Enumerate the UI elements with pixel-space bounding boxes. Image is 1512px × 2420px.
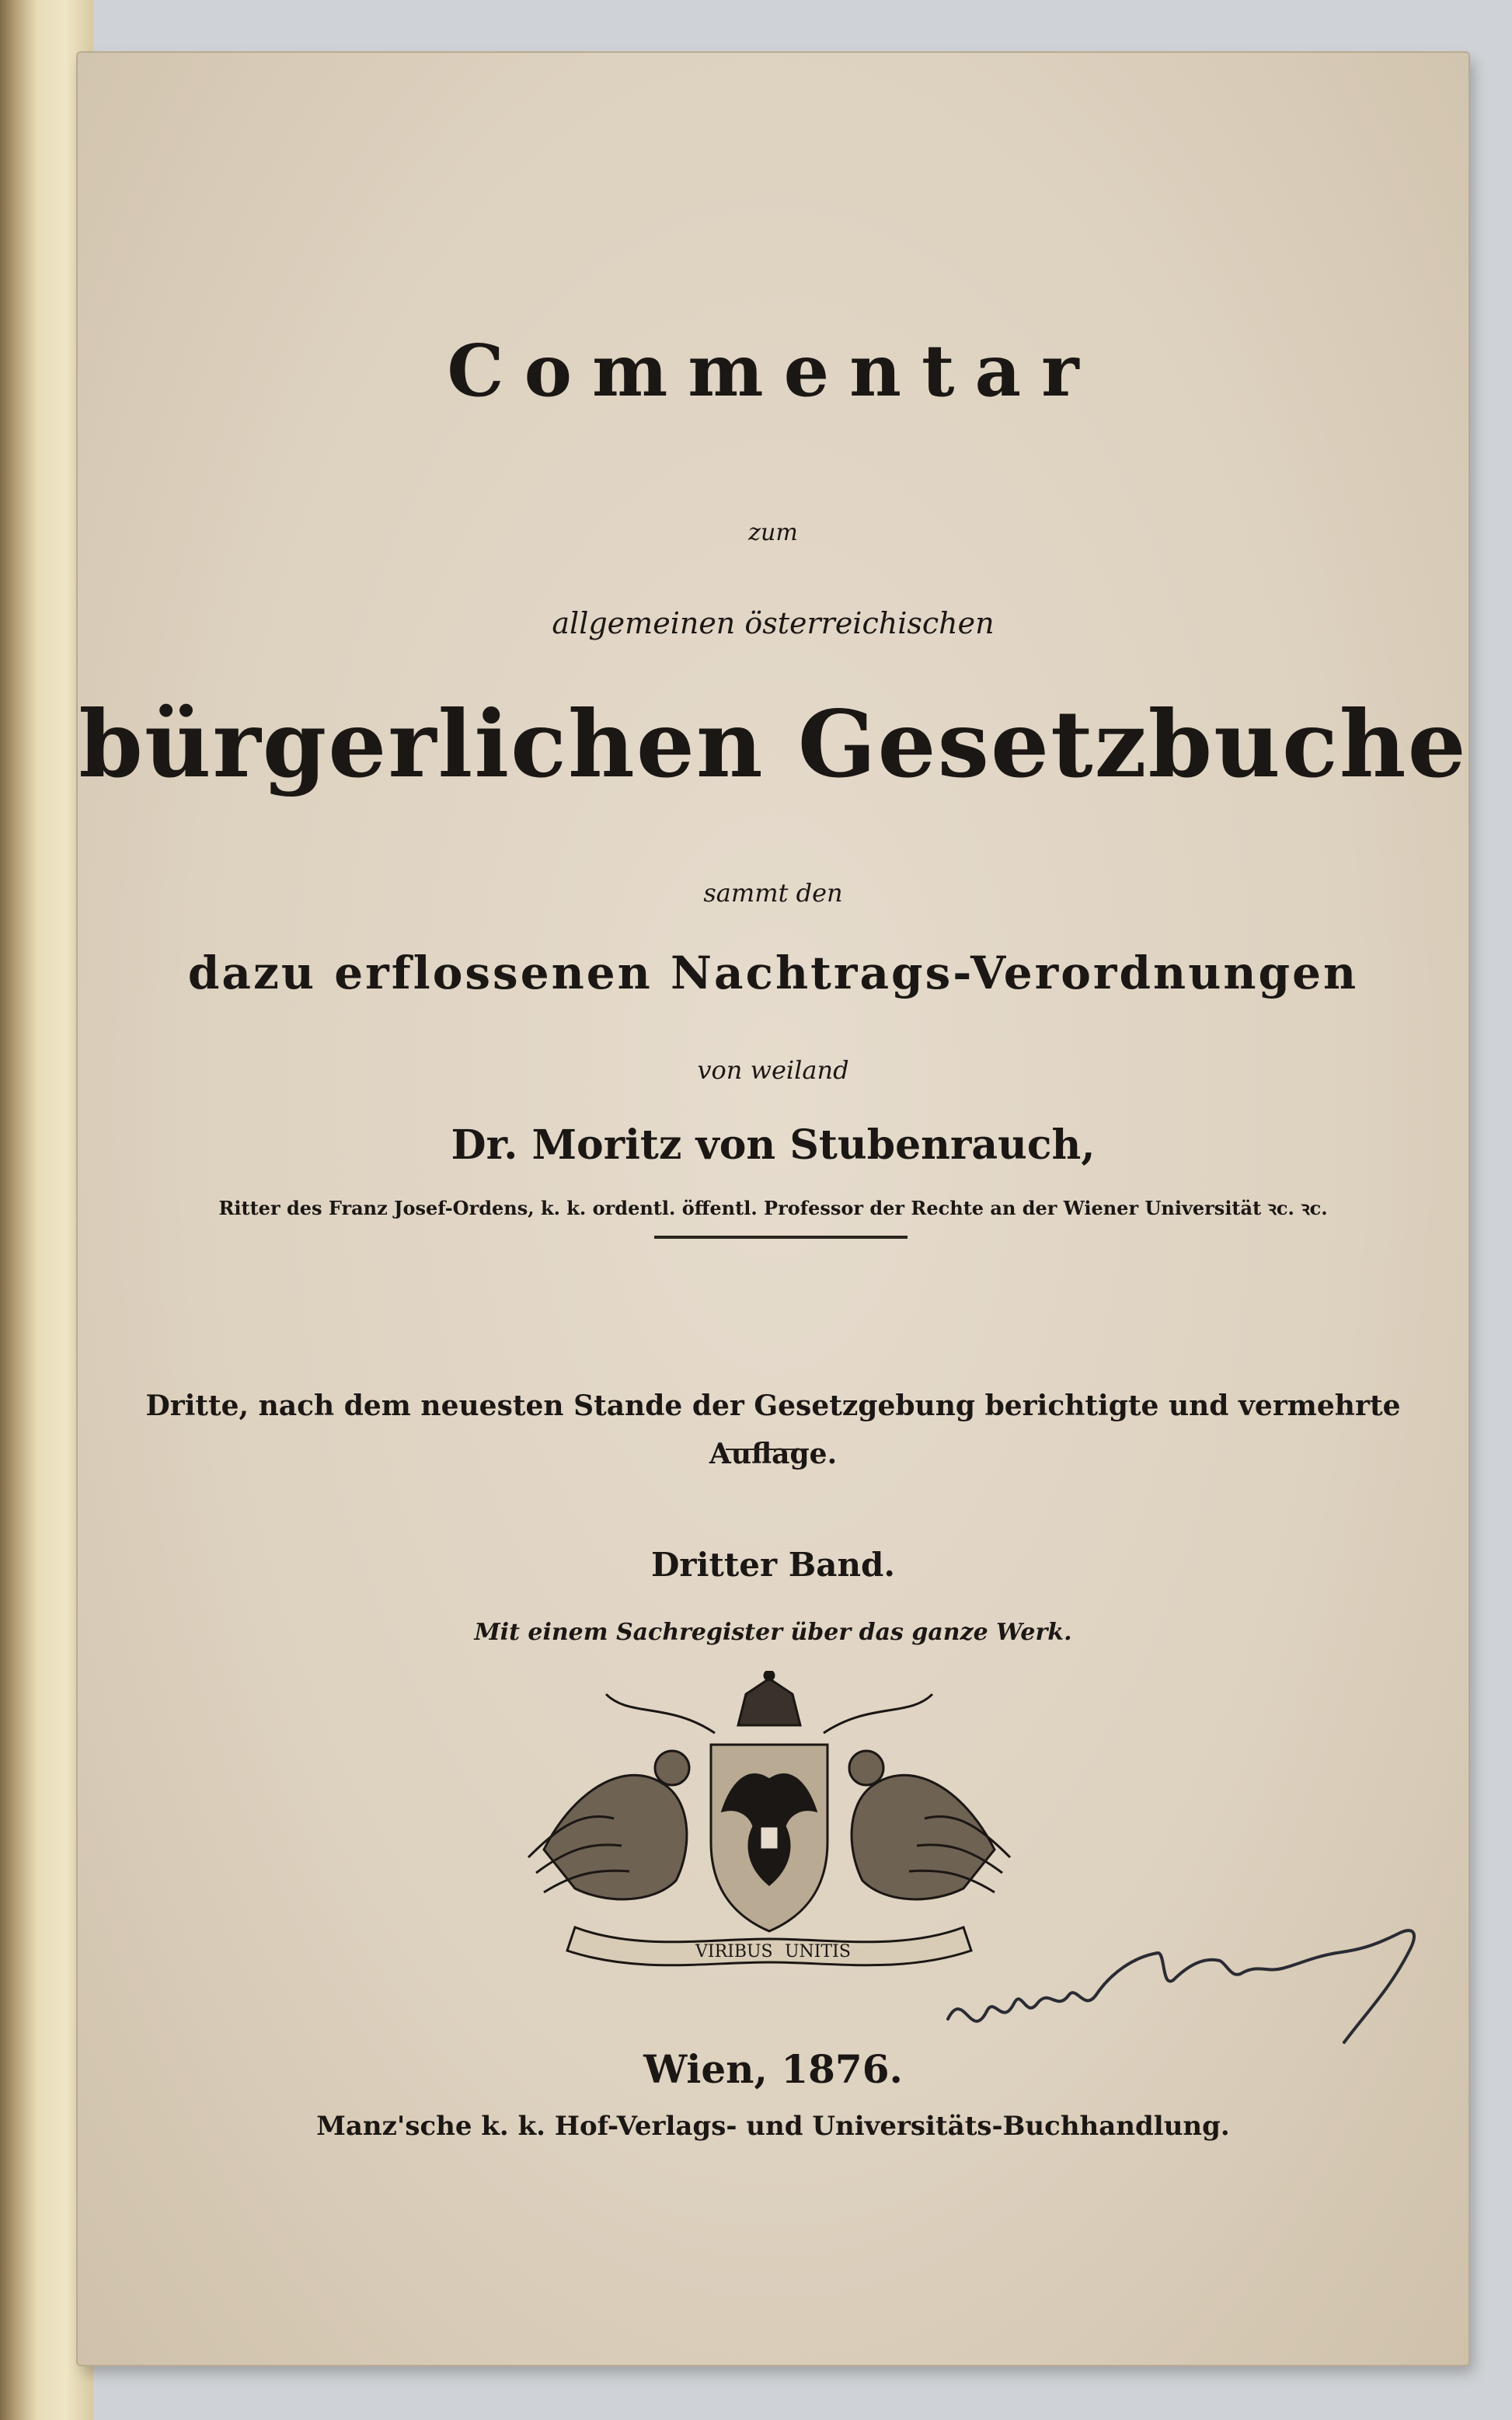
subtitle-allgemeinen: allgemeinen österreichischen (552, 606, 995, 640)
title-page (78, 53, 1468, 2365)
publisher: Manz'sche k. k. Hof-Verlags- und Universitäts-Buchhandlung. (316, 2111, 1230, 2142)
ornamental-divider (654, 1236, 908, 1239)
subtitle-nachtrags: dazu erflossenen Nachtrags-Verordnungen (187, 947, 1359, 999)
volume-label: Dritter Band. (650, 1546, 895, 1584)
book-title: Commentar (447, 329, 1099, 413)
edition-line-2: Auflage. (709, 1438, 838, 1470)
title-connector-zum: zum (748, 519, 798, 546)
edition-line-1: Dritte, nach dem neuesten Stande der Gesetzgebung berichtigte und vermehrte (145, 1390, 1401, 1422)
author-titles: Ritter des Franz Josef-Ordens, k. k. ordentl. öffentl. Professor der Rechte an der Wiener Universität ꝛc. ꝛc. (218, 1197, 1328, 1219)
subtitle-sammt: sammt den (703, 878, 843, 908)
motto-right: UNITIS (785, 1942, 851, 1961)
author-name: Dr. Moritz von Stubenrauch, (451, 1121, 1096, 1169)
main-title: bürgerlichen Gesetzbuche (78, 690, 1468, 798)
place-and-year: Wien, 1876. (643, 2046, 903, 2092)
register-note: Mit einem Sachregister über das ganze Werk. (474, 1619, 1072, 1646)
von-weiland: von weiland (697, 1055, 849, 1085)
short-divider (726, 1449, 805, 1450)
motto-left: VIRIBUS (695, 1942, 773, 1961)
